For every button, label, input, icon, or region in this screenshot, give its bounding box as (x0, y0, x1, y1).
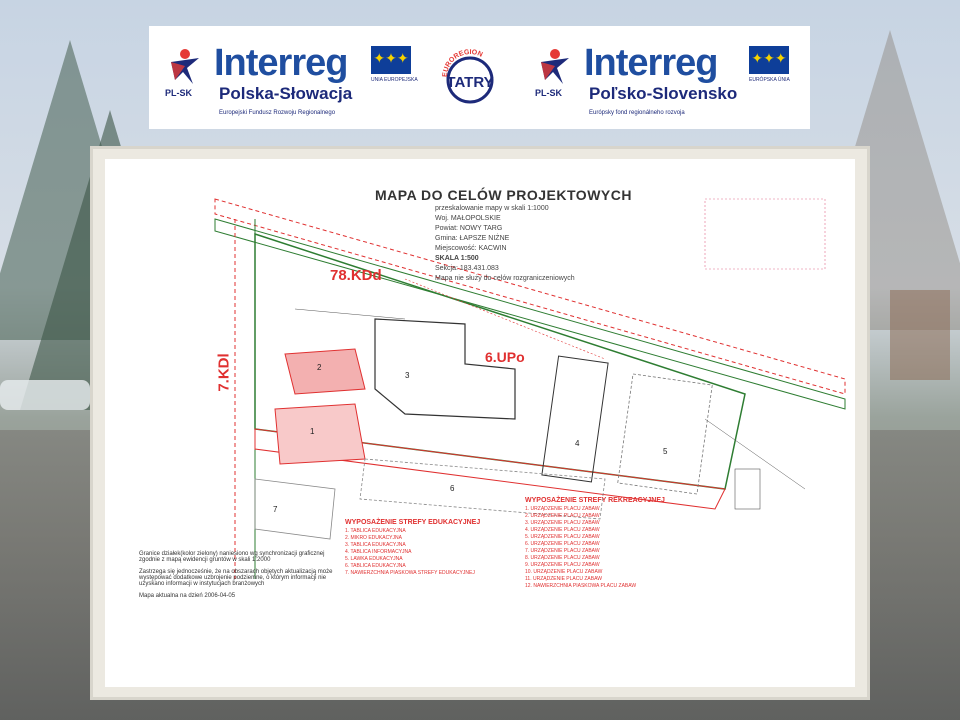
map-title: MAPA DO CELÓW PROJEKTOWYCH (375, 187, 632, 203)
map-sekcja: Sekcja: 183.431.083 (435, 265, 499, 272)
legend-education-title: WYPOSAŻENIE STREFY EDUKACYJNEJ (345, 519, 481, 526)
building-right (890, 290, 950, 380)
building-4 (542, 356, 608, 482)
parcel-label-6: 6 (450, 484, 455, 493)
fund-name: Európsky fond regionálneho rozvoja (589, 110, 685, 116)
legend-item: 8. URZĄDZENIE PLACU ZABAW (525, 555, 600, 561)
parcel-label-3: 3 (405, 371, 410, 380)
legend-item: 6. URZĄDZENIE PLACU ZABAW (525, 541, 600, 547)
legend-education (345, 519, 525, 577)
map-sheet (105, 159, 855, 687)
zone-5 (618, 374, 713, 494)
zone-label-upo: 6.UPo (485, 349, 525, 365)
zone-2 (285, 349, 365, 394)
region-name: Poľsko-Slovensko (589, 84, 738, 103)
interreg-logo-sk (519, 26, 810, 129)
interreg-wordmark: Interreg (584, 42, 718, 84)
stamp-box (705, 199, 825, 269)
plsk-figure-icon (535, 46, 575, 86)
fund-name: Europejski Fundusz Rozwoju Regionalnego (219, 110, 336, 116)
legend-item: 9. URZĄDZENIE PLACU ZABAW (525, 562, 600, 568)
school-building (375, 319, 515, 419)
zone-7 (255, 479, 335, 539)
parcel-label-2: 2 (317, 363, 322, 372)
euroregion-tatry-logo (439, 46, 501, 108)
legend-item: 5. URZĄDZENIE PLACU ZABAW (525, 534, 600, 540)
legend-recreation (525, 497, 735, 590)
map-powiat: Powiat: NOWY TARG (435, 225, 503, 232)
legend-item: 7. URZĄDZENIE PLACU ZABAW (525, 548, 600, 554)
eu-label: EURÓPSKA ÚNIA (749, 77, 790, 83)
legend-item: 7. NAWIERZCHNIA PIASKOWA STREFY EDUKACYJNEJ (345, 570, 475, 576)
snow-bank (0, 380, 90, 410)
zone-1 (275, 404, 365, 464)
zone-label-road-top: 78.KDd (330, 267, 382, 284)
map-gmina: Gmina: ŁAPSZE NIŻNE (435, 235, 510, 242)
svg-text:EUROREGION (442, 49, 484, 77)
legend-item: 4. URZĄDZENIE PLACU ZABAW (525, 527, 600, 533)
map-note: Mapa nie służy do celów rozgraniczeniowych (435, 275, 575, 282)
plsk-figure-icon (165, 46, 205, 86)
legend-item: 6. TABLICA EDUKACYJNA (345, 563, 406, 569)
tatry-arc-text: EUROREGION (441, 48, 484, 78)
legend-item: 3. URZĄDZENIE PLACU ZABAW (525, 520, 600, 526)
parcel-label-7: 7 (273, 505, 278, 514)
eu-flag-icon: ✦✦✦ (371, 46, 411, 74)
eu-label: UNIA EUROPEJSKA (371, 77, 418, 83)
legend-item: 10. URZĄDZENIE PLACU ZABAW (525, 569, 603, 575)
parcel-label-1: 1 (310, 427, 315, 436)
region-name: Polska-Słowacja (219, 84, 353, 103)
legend-item: 3. TABLICA EDUKACYJNA (345, 542, 406, 548)
legend-item: 11. URZĄDZENIE PLACU ZABAW (525, 576, 602, 582)
legend-item: 1. URZĄDZENIE PLACU ZABAW (525, 506, 600, 512)
plsk-label: PL-SK (165, 88, 192, 98)
interreg-wordmark: Interreg (214, 42, 348, 84)
plsk-label: PL-SK (535, 88, 562, 98)
legend-item: 2. URZĄDZENIE PLACU ZABAW (525, 513, 600, 519)
legend-item: 4. TABLICA INFORMACYJNA (345, 549, 412, 555)
shed (735, 469, 760, 509)
logo-banner (149, 26, 810, 129)
legend-item: 1. TABLICA EDUKACYJNA (345, 528, 406, 534)
legend-recreation-title: WYPOSAŻENIE STREFY REKREACYJNEJ (525, 497, 665, 504)
map-subtitle: przeskalowanie mapy w skali 1:1000 (435, 205, 549, 212)
map-scale: SKALA 1:500 (435, 255, 479, 262)
map-woj: Woj. MAŁOPOLSKIE (435, 215, 501, 222)
legend-item: 2. MIKRO EDUKACYJNA (345, 535, 402, 541)
map-miejscowosc: Miejscowość: KACWIN (435, 245, 507, 252)
interreg-logo-pl (149, 26, 439, 129)
legend-item: 5. LAWKA EDUKACYJNA (345, 556, 403, 562)
tatry-name: TATRY (446, 74, 494, 91)
legend-item: 12. NAWIERZCHNIA PIASKOWA PLACU ZABAW (525, 583, 637, 589)
eu-flag-icon: ✦✦✦ (749, 46, 789, 74)
map-board (90, 146, 870, 700)
parcel-label-5: 5 (663, 447, 668, 456)
zone-label-road-left: 7.KDl (215, 353, 233, 392)
footnote: Granice działek(kolor zielony) naniesiono wg synchronizacji graficznej zgodnie z mapą ewidencji gruntów w skali 1:2000 Zastrzega się jednocześnie, że na obszarach objętych aktualizacją może występować dodatkowe uzbrojenie podziemne, o którym informacji nie uzyskano informacji w instytucjach branżowych Mapa aktualna na dzień 2006-04-05 (139, 551, 333, 599)
parcel-label-4: 4 (575, 439, 580, 448)
